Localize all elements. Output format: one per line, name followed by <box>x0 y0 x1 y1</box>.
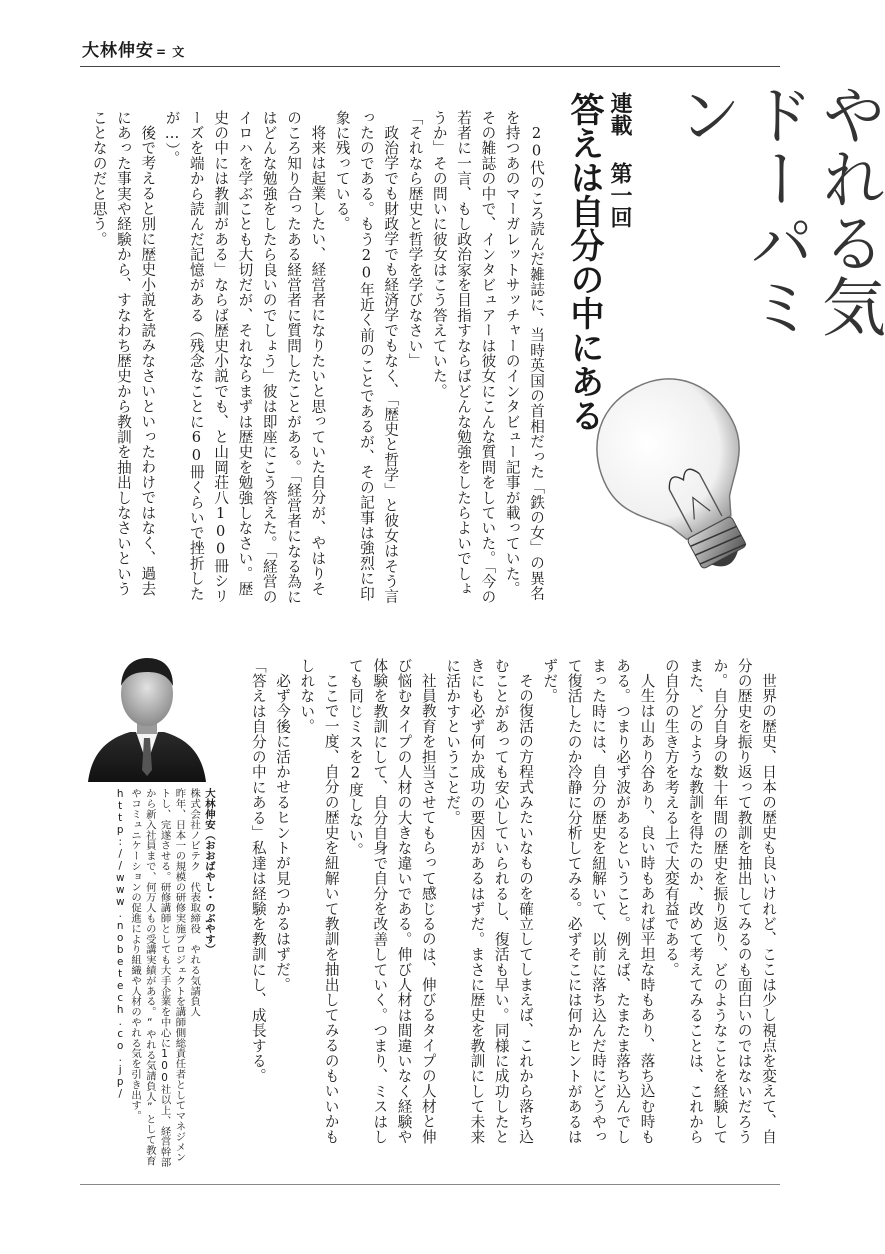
paragraph: 後で考えると別に歴史小説を読みなさいといったわけではなく、過去にあった事実や経験から、すなわち歴史から教訓を抽出しなさいということなのだと思う。 <box>90 110 157 597</box>
byline-suffix: = 文 <box>156 45 186 59</box>
paragraph: 政治学でも財政学でも経済学でもなく、「歴史と哲学」と彼女はそう言ったのである。もう20年近く前のことであるが、その記事は強烈に印象に残っている。 <box>333 110 400 604</box>
author-profile <box>82 788 216 1168</box>
series-title: やれる気ドーパミン <box>667 82 885 338</box>
article-body-lower <box>240 658 780 1158</box>
series-label-issue: 第一回 <box>607 162 632 228</box>
series-label-rensai: 連載 <box>607 92 632 136</box>
paragraph: 必ず今後に活かせるヒントが見つかるはずだ。 <box>274 672 292 992</box>
paragraph: 「それなら歴史と哲学を学びなさい」 <box>406 110 424 369</box>
profile-name: 大林伸安（おおばやし・のぶやす） <box>203 788 215 955</box>
author-portrait-photo <box>84 646 210 782</box>
paragraph: 社員教育を担当させてもらって感じるのは、伸びるタイプの人材と伸び悩むタイプの人材の大きな違いである。伸び人材は間違いなく経験や体験を教訓にして、自分自身で自分を改善していく。つまり、ミスはしても同じミスを2度しない。 <box>346 658 437 1145</box>
series-label <box>604 92 634 228</box>
paragraph: 世界の歴史、日本の歴史も良いけれど、ここは少し視点を変えて、自分の歴史を振り返って教訓を抽出してみるのも面白いのではないだろうか。自分自身の数十年間の歴史を振り返り、どのようなことを経験してまた、どのような教訓を得たのか、改めて考えてみることは、これからの自分の生き方を考える上で大変有益である。 <box>662 658 777 1145</box>
paragraph: 人生は山あり谷あり、良い時もあれば平坦な時もあり、落ち込む時もある。つまり必ず波があるということ。例えば、たまたま落ち込んでしまった時には、自分の歴史を紐解いて、以前に落ち込んだ時にどうやって復活したのか冷静に分析してみる。必ずそこには何かヒントがあるはずだ。 <box>541 658 656 1145</box>
article-body-upper <box>78 110 548 610</box>
bottom-rule <box>80 1184 780 1185</box>
light-bulb-illustration <box>594 370 772 588</box>
paragraph: ここで一度、自分の歴史を紐解いて教訓を抽出してみるのもいいかもしれない。 <box>298 658 340 1144</box>
paragraph: 20代のころ読んだ雑誌に、当時英国の首相だった「鉄の女」の異名を持つあのマーガレットサッチャーのインタビュー記事が載っていた。その雑誌の中で、インタビュアーは彼女にこんな質問をしていた。「今の若者に一言、もし政治家を目指すならばどんな勉強をしたらよいでしょうか」その問いに彼女はこう答えていた。 <box>430 110 545 605</box>
byline-author: 大林伸安 <box>82 41 154 61</box>
profile-url: http://www.nobetech.co.jp/ <box>114 788 127 1100</box>
paragraph: その復活の方程式みたいなものを確立してしまえば、これから落ち込むことがあっても安心していられるし、復活も早い。同様に成功したときにも必ず何か成功の要因があるはずだ。まさに歴史を教訓にして未来に活かすということだ。 <box>444 658 535 1145</box>
profile-line: 株式会社ノビテク 代表取締役 やれる気請負人 <box>188 788 201 1017</box>
top-rule <box>80 66 780 67</box>
paragraph: 「答えは自分の中にある」私達は経験を教訓にし、成長する。 <box>249 658 267 1084</box>
profile-line: 昨年、日本一の規模の研修実施プロジェクトを講師側総責任者としてマネジメントし、完遂させる。研修講師としても大手企業を中心に100社以上、経営幹部から新入社員まで、何万人もの受講実績がある。“やれる気請負人”として教育やコミュニケーションの促進により組織や人材のやれる気を引き出す。 <box>129 788 186 1168</box>
byline <box>82 36 185 61</box>
paragraph: 将来は起業したい、経営者になりたいと思っていた自分が、やはりそのころ知り合ったある経営者に質問したことがある。「経営者になる為にはどんな勉強をしたら良いのでしょう」彼は即座にこう答えた。「経営のイロハを学ぶことも大切だが、それならまずは歴史を勉強しなさい。歴史の中には教訓がある」ならば歴史小説でも、と山岡荘八100冊シリーズを端から読んだ記憶がある（残念なことに60冊くらいで挫折したが…）。 <box>163 110 327 605</box>
article-headline: 答えは自分の中にある <box>564 92 604 432</box>
